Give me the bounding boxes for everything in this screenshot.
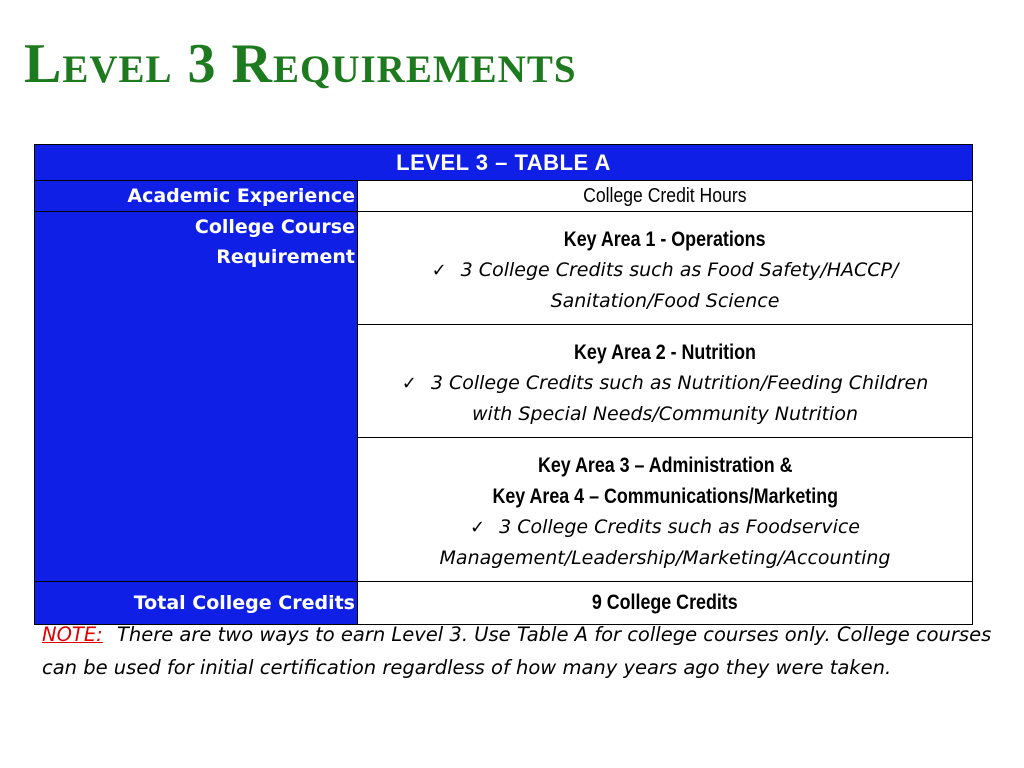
key-area-1-title: Key Area 1 - Operations [564, 228, 766, 251]
key-area-2-title: Key Area 2 - Nutrition [574, 341, 756, 364]
checkmark-icon: ✓ [470, 517, 486, 538]
note-paragraph [42, 618, 992, 684]
key-area-2-cell [358, 325, 973, 438]
key-area-2-bullet-cont: with Special Needs/Community Nutrition [472, 403, 858, 425]
slide-title: Level 3 Requirements [24, 33, 577, 95]
table-header: LEVEL 3 – TABLE A [35, 145, 973, 181]
key-area-3-4-bullet-cont: Management/Leadership/Marketing/Accounting [439, 547, 891, 569]
key-area-3-4-cell [358, 438, 973, 582]
key-area-1-bullet-cont: Sanitation/Food Science [550, 290, 780, 312]
key-area-1-bullet: ✓ 3 College Credits such as Food Safety/HACCP/ [431, 259, 899, 281]
college-course-requirement-label [35, 212, 358, 582]
academic-experience-value-cell [358, 181, 973, 212]
checkmark-icon: ✓ [431, 260, 447, 281]
key-area-3-4-title: Key Area 3 – Administration & Key Area 4 – Communications/Marketing [492, 454, 838, 508]
key-area-3-4-bullet: ✓ 3 College Credits such as Foodservice [470, 516, 860, 538]
note-label: NOTE: [42, 623, 103, 646]
academic-experience-value: College Credit Hours [583, 185, 747, 207]
checkmark-icon: ✓ [401, 373, 417, 394]
total-college-credits-value: 9 College Credits [592, 591, 738, 614]
key-area-2-bullet: ✓ 3 College Credits such as Nutrition/Feeding Children [401, 372, 929, 394]
total-college-credits-label: Total College Credits [35, 582, 358, 625]
academic-experience-label: Academic Experience [35, 181, 358, 212]
key-area-1-cell [358, 212, 973, 325]
note-text: There are two ways to earn Level 3. Use Table A for college courses only. College courses can be used for initial certification regardless of how many years ago they were taken. [42, 623, 992, 679]
course-label-line-1: College Course [194, 216, 355, 238]
course-label-line-2: Requirement [216, 246, 355, 268]
level3-table [34, 144, 973, 625]
